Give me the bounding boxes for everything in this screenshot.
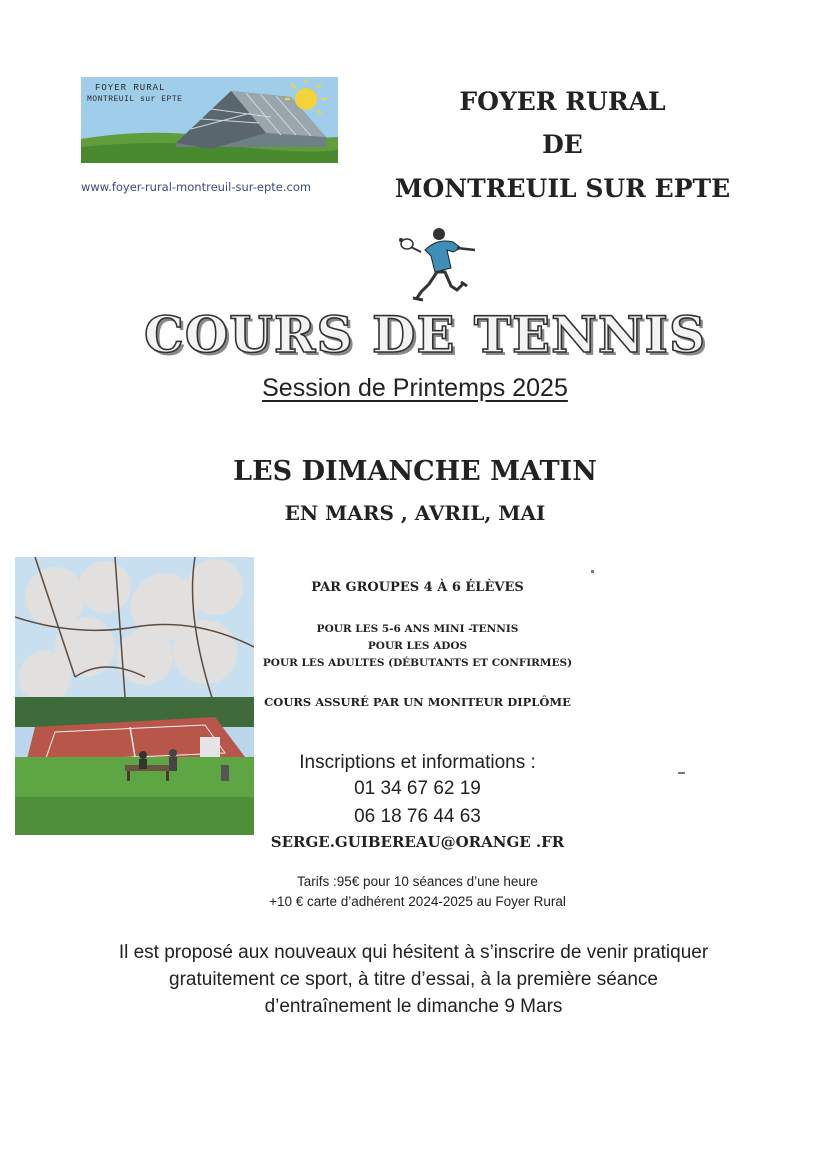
scan-speck [678,772,685,774]
instructor-text: COURS ASSURÉ PAR UN MONITEUR DIPLÔME [264,695,571,709]
session-text: Session de Printemps 2025 [262,374,568,402]
price-line-2: +10 € carte d’adhérent 2024-2025 au Foyer Rural [269,894,566,909]
contact-email[interactable]: SERGE.GUIBEREAU@ORANGE .FR [270,833,565,851]
session-subtitle [150,374,680,403]
website-link[interactable]: www.foyer-rural-montreuil-sur-epte.com [81,180,312,194]
price-line-1: Tarifs :95€ pour 10 séances d’une heure [297,874,538,889]
phone-number-1[interactable]: 01 34 67 62 19 [354,778,481,799]
group-size-text: PAR GROUPES 4 À 6 ÉLÈVES [311,580,524,595]
tennis-player-illustration [395,222,485,312]
organization-line-1: FOYER RURAL [459,87,666,116]
logo-line-1: FOYER RURAL [95,83,166,93]
phone-number-2[interactable]: 06 18 76 44 63 [354,806,481,827]
trial-note-line-2: gratuitement ce sport, à titre d’essai, à la première séance [169,969,658,990]
contact-label: Inscriptions et informations : [299,752,536,773]
organization-line-3: MONTREUIL SUR EPTE [394,174,731,203]
foyer-rural-logo [81,77,338,163]
schedule-months: EN MARS , AVRIL, MAI [284,501,546,525]
ages-kids-text: POUR LES 5-6 ANS MINI -TENNIS [316,623,519,635]
scan-speck [591,570,594,573]
ages-adults-text: POUR LES ADULTES (DÉBUTANTS ET CONFIRMES) [262,657,573,669]
ages-teens-text: POUR LES ADOS [367,640,468,652]
schedule-days: LES DIMANCHE MATIN [233,456,597,487]
logo-line-2: MONTREUIL sur EPTE [87,95,183,104]
tennis-court-photo [15,557,254,835]
organization-line-2: DE [542,130,583,159]
trial-note-line-1: Il est proposé aux nouveaux qui hésitent à s’inscrire de venir pratiquer [118,942,709,963]
trial-note-line-3: d’entraînement le dimanche 9 Mars [264,996,563,1017]
page-title: COURS DE TENNIS [143,305,707,364]
